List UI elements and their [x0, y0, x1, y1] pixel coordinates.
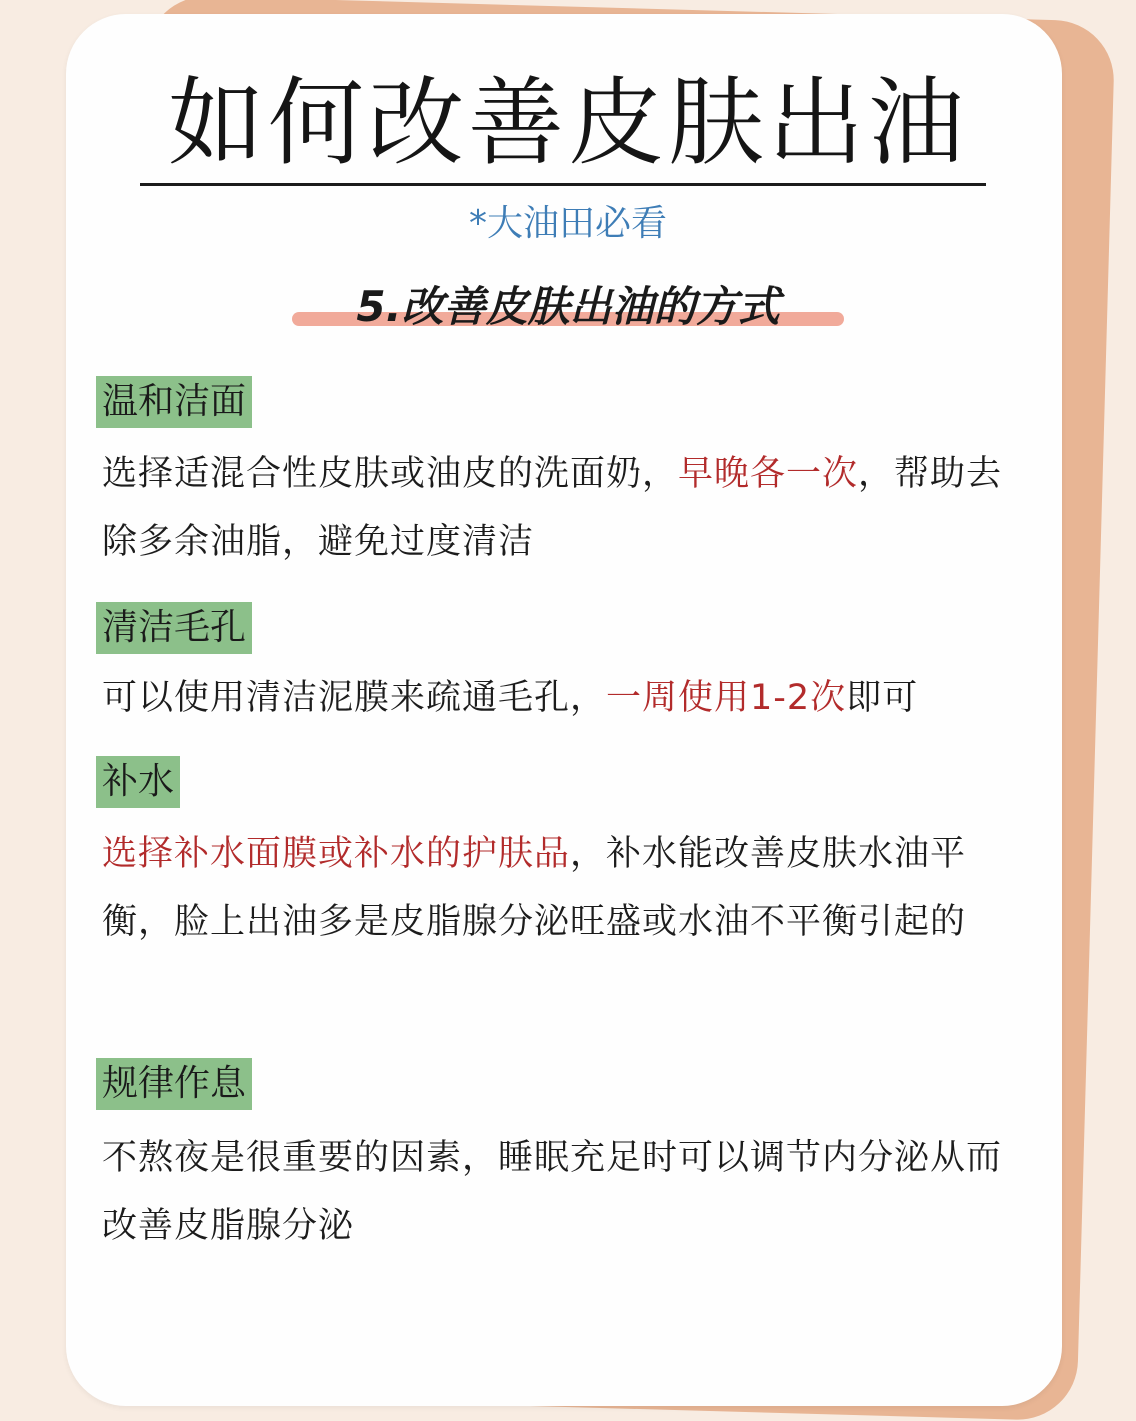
paragraph-hydration	[102, 820, 1032, 956]
paragraph-text: 不熬夜是很重要的因素，睡眠充足时可以调节内分泌从而改善皮脂腺分泌	[102, 1138, 1003, 1246]
section-heading	[292, 278, 844, 338]
paragraph-gentle-cleansing	[102, 440, 1032, 576]
section-title: 5.改善皮肤出油的方式	[356, 282, 780, 331]
title-underline	[140, 183, 986, 186]
paragraph-text: 即可	[846, 678, 919, 718]
paragraph-text: ，帮助去除多余油脂，避免过度清洁	[102, 454, 1003, 562]
tag-hydration: 补水	[96, 756, 180, 808]
paragraph-text: 选择适混合性皮肤或油皮的洗面奶，	[102, 454, 679, 494]
tag-clean-pores: 清洁毛孔	[96, 602, 252, 654]
paragraph-text: 可以使用清洁泥膜来疏通毛孔，	[102, 678, 607, 718]
tag-regular-routine: 规律作息	[96, 1058, 252, 1110]
subtitle: *大油田必看	[468, 203, 667, 244]
paragraph-text: ，补水能改善皮肤水油平衡，脸上出油多是皮脂腺分泌旺盛或水油不平衡引起的	[102, 834, 967, 942]
paragraph-clean-pores	[102, 664, 1032, 732]
paragraph-regular-routine	[102, 1124, 1032, 1260]
paragraph-highlight: 早晚各一次	[678, 454, 859, 494]
paragraph-highlight: 选择补水面膜或补水的护肤品	[102, 834, 571, 874]
page-title: 如何改善皮肤出油	[168, 67, 968, 179]
paragraph-highlight: 一周使用1-2次	[606, 678, 847, 718]
tag-gentle-cleansing: 温和洁面	[96, 376, 252, 428]
